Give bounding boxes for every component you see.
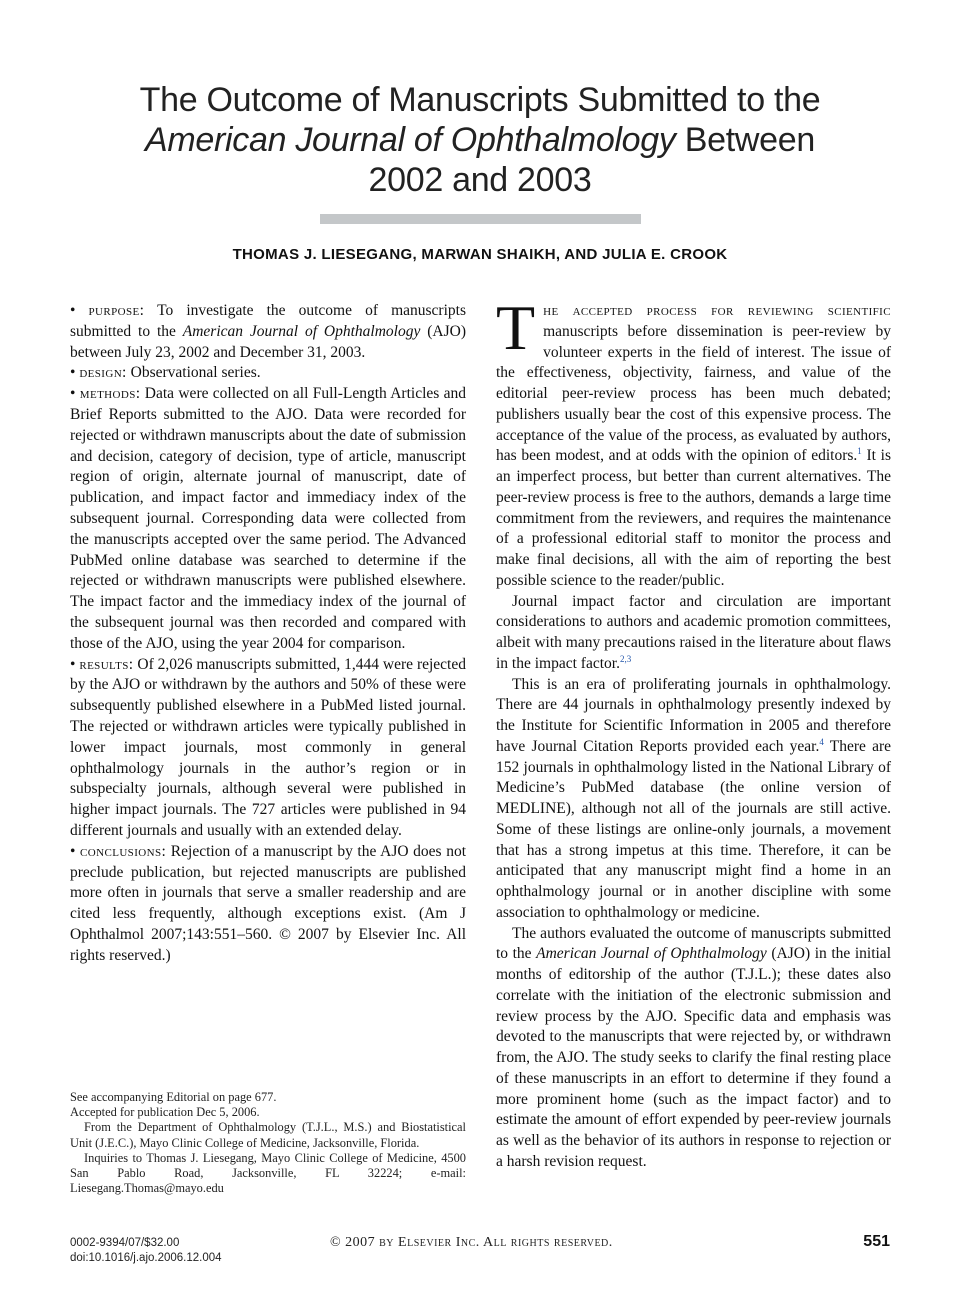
- title-line-3: 2002 and 2003: [368, 161, 592, 199]
- reference-link[interactable]: 4: [819, 736, 824, 747]
- footer-doi[interactable]: doi:10.1016/j.ajo.2006.12.004: [70, 1251, 222, 1264]
- purpose-label: purpose:: [88, 302, 145, 319]
- title-line-2-rest: Between: [675, 121, 815, 159]
- abstract-results: • results: Of 2,026 manuscripts submitted, 1,444 were rejected by the AJO or withdrawn by the authors and 50% of these were subsequently published elsewhere in a PubMed listed journal. The rejected or withdrawn articles were typically published in lower impact journals, most commonly in general ophthalmology journals in the author’s region or in subspecialty journals, although several were published in higher impact journals. The 727 articles were published in 94 different journals and usually with an extended delay.: [70, 655, 466, 839]
- footer-identifiers: [70, 1236, 222, 1265]
- footnotes: [70, 1090, 466, 1196]
- body-paragraph: Journal impact factor and circulation are important considerations to authors and academic promotion committees, albeit with many precautions raised in the literature about flaws in the impact factor.$^{2,3}$: [496, 592, 891, 672]
- footer-copyright: © 2007 by Elsevier Inc. All rights reserved.: [330, 1235, 613, 1250]
- author-list: THOMAS J. LIESEGANG, MARWAN SHAIKH, AND JULIA E. CROOK: [232, 246, 728, 263]
- footnote-inquiries: Inquiries to Thomas J. Liesegang, Mayo Clinic College of Medicine, 4500 San Pablo Road, Jacksonville, FL 32224; e-mail: Liesegang.Thomas@mayo.edu: [70, 1150, 466, 1196]
- abstract-citation: (Am J Ophthalmol 2007;143:551–560. © 2007 by Elsevier Inc. All rights reserved.): [70, 905, 466, 964]
- title-journal-name: American Journal of Ophthalmology: [145, 121, 676, 159]
- footnote-accepted: Accepted for publication Dec 5, 2006.: [70, 1105, 260, 1120]
- abstract-conclusions: • conclusions: Rejection of a manuscript by the AJO does not preclude publication, but rejected manuscripts are published more often in journals that serve a smaller readership and are cited less frequently, although exceptions exist. (Am J Ophthalmol 2007;143:551–560. © 2007 by Elsevier Inc. All rights reserved.): [70, 842, 466, 964]
- abstract-methods: • methods: Data were collected on all Full-Length Articles and Brief Reports submitted to the AJO. Data were recorded for rejected or withdrawn manuscripts about the date of submission and decision, category of decision, type of article, manuscript region of origin, alternate journal of manuscript, date of publication, and impact factor and immediacy index of the subsequent journal. Corresponding data were collected from the manuscripts accepted over the same period. The Advanced PubMed online database was searched to determine if the rejected or withdrawn manuscripts were published elsewhere. The impact factor and the immediacy index of the journal of the subsequent journal was then recorded and compared with those of the AJO, using the year 2004 for comparison.: [70, 385, 467, 652]
- footnote-editorial: See accompanying Editorial on page 677.: [70, 1090, 277, 1104]
- footnote-affiliation: From the Department of Ophthalmology (T.J.L., M.S.) and Biostatistical Unit (J.E.C.), Mayo Clinic College of Medicine, Jacksonville, Florida.: [70, 1120, 466, 1150]
- reference-link[interactable]: 2,3: [619, 653, 632, 664]
- reference-link[interactable]: 1: [857, 446, 862, 457]
- page-number: 551: [863, 1233, 890, 1250]
- abstract-column: [70, 301, 466, 967]
- body-column: [496, 292, 891, 1173]
- body-paragraph: This is an era of proliferating journals in ophthalmology. There are 44 journals in ophthalmology presently indexed by the Institute for Scientific Information in 2005 and therefore have Journal Citation Reports provided each year.$^4$ There are 152 journals in ophthalmology listed in the National Library of Medicine’s PubMed database (the online version of MEDLINE), although not all of the journals are still active. Some of these listings are online-only journals, a movement that has a strong impetus at this time. Therefore, it can be anticipated that any manuscript might find a home in an ophthalmology journal or in another discipline with some association to ophthalmology or medicine.: [496, 675, 891, 921]
- methods-label: methods:: [79, 385, 141, 403]
- abstract: [70, 301, 466, 967]
- body-journal-name: American Journal of Ophthalmology: [536, 945, 767, 963]
- title-divider-bar: [320, 214, 641, 224]
- footer-issn: 0002-9394/07/$32.00: [70, 1237, 180, 1249]
- results-label: results:: [79, 655, 134, 673]
- abstract-purpose: • purpose: To investigate the outcome of manuscripts submitted to the American Journal of Ophthalmology (AJO) between July 23, 2002 and December 31, 2003.: [70, 302, 466, 361]
- article-title: [100, 80, 860, 200]
- abstract-journal-name: American Journal of Ophthalmology: [182, 322, 421, 340]
- body-paragraph: The accepted process for reviewing scientific manuscripts before dissemination is peer-review by volunteer experts in the field of interest. The issue of the effectiveness, objectivity, fairness, and value of the editorial peer-review process has been much debated; publishers usually bear the cost of this expensive process. The acceptance of the value of the process, as evaluated by authors, has been modest, and at odds with the opinion of editors.$^1$ It is an imperfect process, but better than current alternatives. The peer-review process is free to the authors, demands a large time commitment from the reviewers, and requires the maintenance of a professional editorial staff to monitor the process and make final decisions, all with the aim of reporting the best possible science to the reader/public.: [496, 292, 891, 589]
- body-paragraph: The authors evaluated the outcome of manuscripts submitted to the American Journal of Ophthalmology (AJO) in the initial months of editorship of the author (T.J.L.); these dates also correlate with the initiation of the electronic submission and review process by the AJO. Specific data and emphasis was devoted to the manuscripts that were rejected by, or withdrawn from, the AJO. The study seeks to clarify the final resting place of these manuscripts in an effort to determine if they found a more prominent home (such as the impact factor) and to estimate the amount of effort expended by peer-review journals as well as the behavior of its authors in response to rejection or a harsh revision request.: [496, 924, 891, 1170]
- conclusions-label: conclusions:: [80, 842, 167, 860]
- title-line-1: The Outcome of Manuscripts Submitted to the: [139, 81, 821, 119]
- title-line-2: [100, 120, 860, 160]
- drop-cap: T: [496, 292, 536, 363]
- opening-small-caps: he accepted process for reviewing scientific: [543, 302, 891, 319]
- abstract-design: • design: Observational series.: [70, 364, 261, 382]
- design-label: design:: [79, 364, 127, 382]
